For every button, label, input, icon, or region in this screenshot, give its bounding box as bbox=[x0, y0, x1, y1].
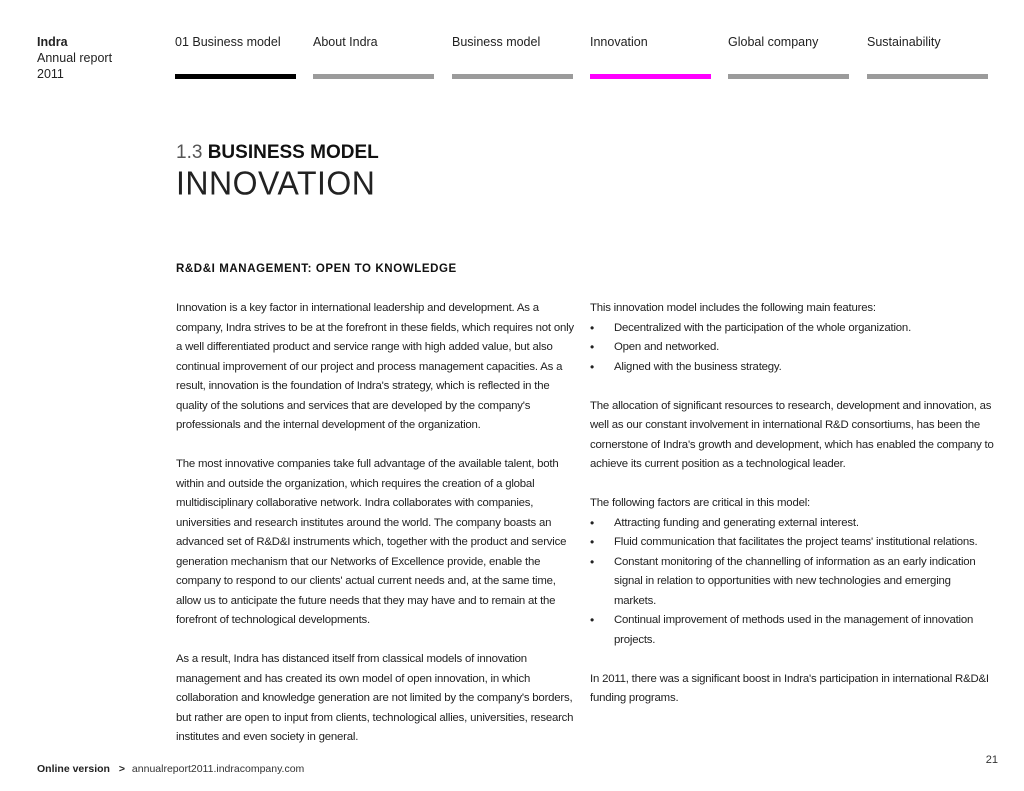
subheading: R&D&I MANAGEMENT: OPEN TO KNOWLEDGE bbox=[176, 263, 457, 275]
brand-name: Indra bbox=[37, 35, 68, 49]
left-column bbox=[176, 299, 576, 767]
section-header bbox=[176, 142, 379, 200]
nav-item-sustainability[interactable] bbox=[867, 34, 988, 50]
list-item bbox=[590, 533, 995, 553]
paragraph: In 2011, there was a significant boost in Indra's participation in international R&D&I funding programs. bbox=[590, 672, 989, 704]
brand-subtitle: Annual report bbox=[37, 51, 113, 65]
factors-intro: The following factors are critical in this model: bbox=[590, 497, 811, 509]
nav-label: Innovation bbox=[590, 35, 648, 49]
nav-item-about-indra[interactable] bbox=[313, 34, 434, 50]
bullet-icon: • bbox=[590, 535, 595, 549]
bullet-icon: • bbox=[590, 554, 595, 569]
nav-label: Business model bbox=[452, 35, 541, 49]
paragraph: Innovation is a key factor in international leadership and development. As a company, Indra strives to be at the forefront in these fields, which requires not only a well differentiated product and service range with high added value, but also continual improvement of our project and process management capacities. As a result, innovation is the foundation of Indra's strategy, which is reflected in the quality of the solutions and services that are developed by the company's professionals and the internal development of the organization. bbox=[176, 302, 574, 431]
nav-indicator-bar bbox=[452, 74, 573, 79]
brand-year: 2011 bbox=[37, 67, 64, 81]
right-column bbox=[590, 299, 995, 728]
nav-label: About Indra bbox=[313, 35, 378, 49]
list-item bbox=[590, 358, 995, 378]
bullet-icon: • bbox=[590, 613, 595, 627]
list-item-text: Attracting funding and generating external interest. bbox=[614, 516, 859, 529]
section-label bbox=[176, 142, 379, 164]
section-name: BUSINESS MODEL bbox=[207, 142, 379, 163]
list-item bbox=[590, 338, 995, 358]
nav-indicator-bar bbox=[728, 74, 849, 79]
nav-indicator-bar bbox=[175, 74, 296, 79]
online-version-link[interactable]: annualreport2011.indracompany.com bbox=[131, 763, 305, 775]
list-item bbox=[590, 611, 995, 650]
features-list bbox=[590, 319, 995, 378]
nav-label: 01 Business model bbox=[175, 35, 281, 49]
bullet-icon: • bbox=[590, 320, 595, 335]
list-item-text: Open and networked. bbox=[614, 341, 720, 353]
features-intro: This innovation model includes the following main features: bbox=[590, 302, 876, 314]
footer bbox=[37, 763, 304, 775]
nav-item-01-business-model[interactable] bbox=[175, 34, 296, 50]
list-item-text: Fluid communication that facilitates the project teams' institutional relations. bbox=[614, 536, 978, 548]
nav-indicator-bar bbox=[867, 74, 988, 79]
paragraph: As a result, Indra has distanced itself from classical models of innovation management and has created its own model of open innovation, in which collaboration and knowledge generation are not limited by the company's borders, but rather are open to input from clients, technological allies, universities, research institutes and even society in general. bbox=[176, 653, 574, 743]
list-item bbox=[590, 553, 995, 612]
nav-label: Sustainability bbox=[867, 35, 941, 49]
bullet-icon: • bbox=[590, 340, 595, 354]
nav-item-business-model[interactable] bbox=[452, 34, 573, 50]
chevron-right-icon: > bbox=[118, 763, 125, 775]
nav-label: Global company bbox=[728, 35, 819, 49]
online-version-label: Online version bbox=[37, 763, 110, 775]
section-number: 1.3 bbox=[176, 142, 203, 163]
list-item bbox=[590, 319, 995, 339]
paragraph: The allocation of significant resources to research, development and innovation, as well as our constant involvement in international R&D consortiums, has been the cornerstone of Indra's growth and development, which has enabled the company to achieve its current position as a technological leader. bbox=[590, 399, 994, 470]
nav-item-global-company[interactable] bbox=[728, 34, 849, 50]
bullet-icon: • bbox=[590, 359, 595, 374]
nav-item-innovation[interactable] bbox=[590, 34, 711, 50]
list-item bbox=[590, 514, 995, 534]
list-item-text: Continual improvement of methods used in the management of innovation projects. bbox=[614, 614, 974, 646]
nav-indicator-bar-active bbox=[590, 74, 711, 79]
list-item-text: Decentralized with the participation of the whole organization. bbox=[614, 321, 912, 334]
nav-indicator-bar bbox=[313, 74, 434, 79]
bullet-icon: • bbox=[590, 515, 595, 530]
brand-block bbox=[37, 34, 112, 82]
factors-list bbox=[590, 514, 995, 651]
page-title: INNOVATION bbox=[176, 164, 376, 202]
page-number: 21 bbox=[985, 754, 998, 766]
list-item-text: Aligned with the business strategy. bbox=[614, 360, 782, 373]
list-item-text: Constant monitoring of the channelling of information as an early indication signal in relation to opportunities with new technologies and emerging markets. bbox=[614, 555, 976, 607]
paragraph: The most innovative companies take full advantage of the available talent, both within and outside the organization, which requires the creation of a global multidisciplinary collaborative network. Indra collaborates with companies, universities and research institutes around the world. The company boasts an advanced set of R&D&I instruments which, together with the product and service generation mechanism that our Networks of Excellence provide, enable the company to respond to our clients' actual current needs and, at the same time, allow us to anticipate the future needs that they may have and to remain at the forefront of technological developments. bbox=[176, 458, 567, 626]
